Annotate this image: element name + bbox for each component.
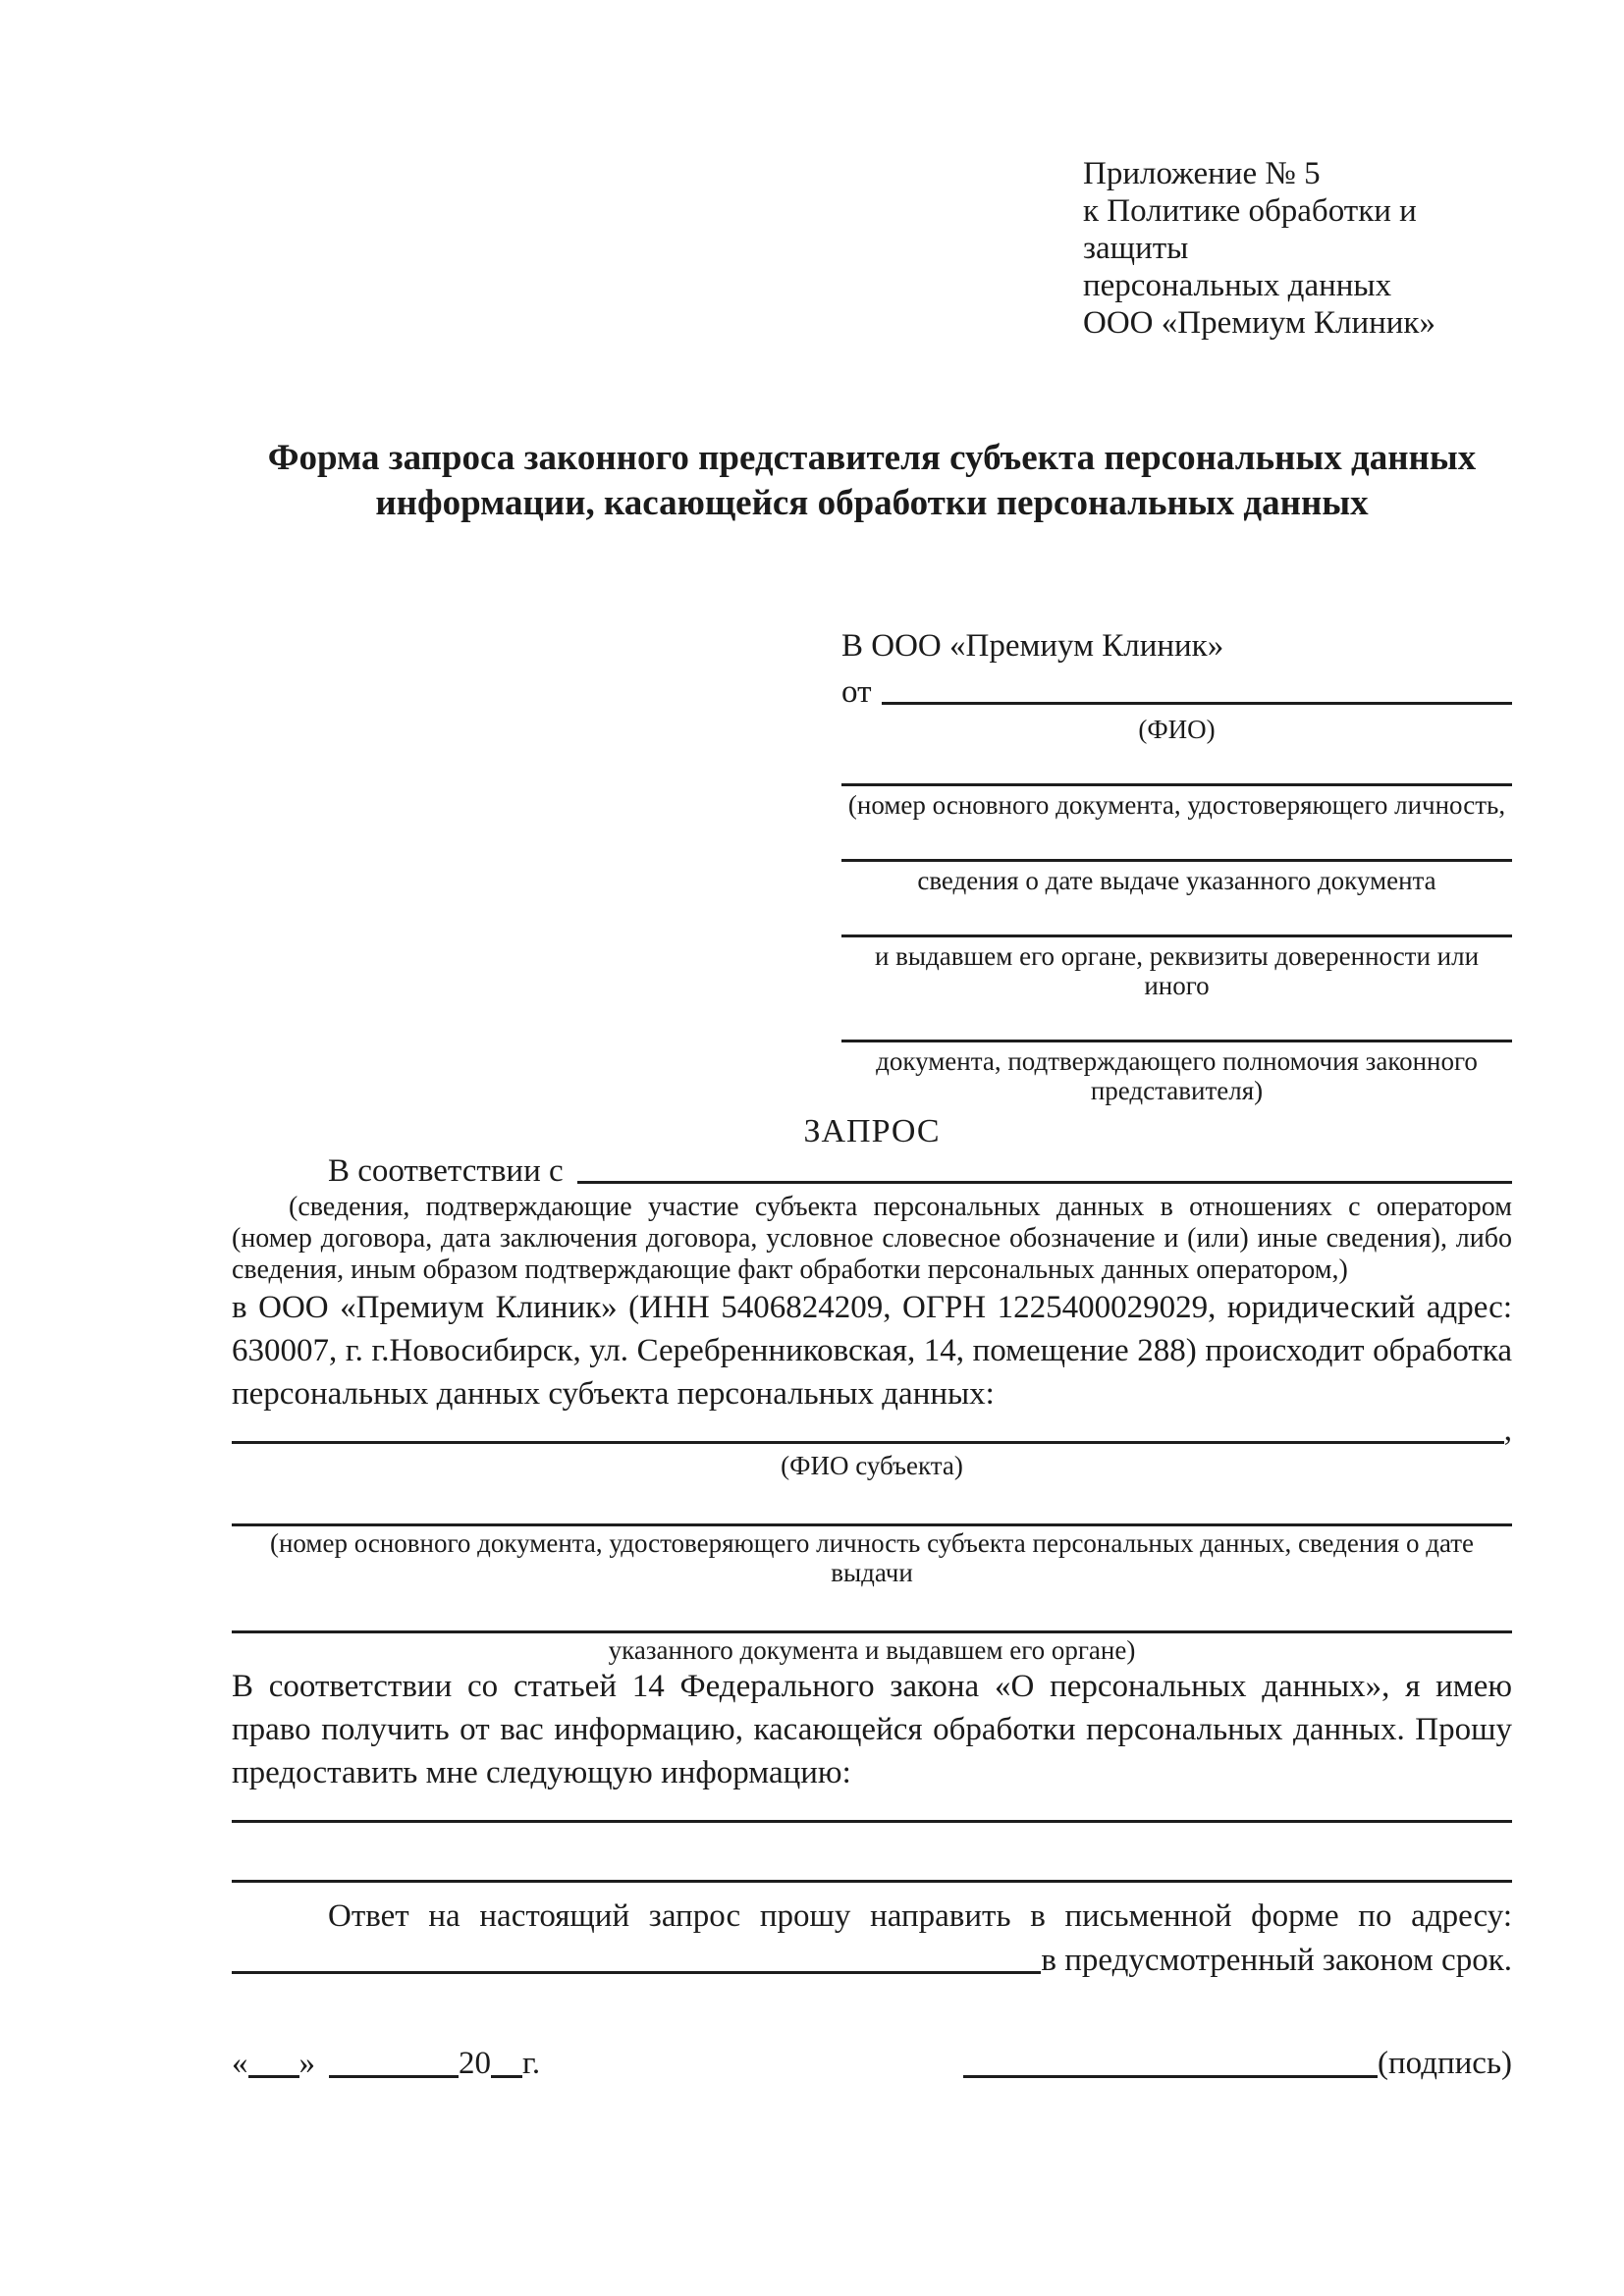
request-heading: ЗАПРОС — [803, 1113, 941, 1149]
doc-blank-line — [841, 1040, 1512, 1042]
year-prefix: 20 — [459, 2046, 491, 2081]
subject-fio-caption: (ФИО субъекта) — [781, 1451, 963, 1480]
date-field — [232, 2044, 540, 2083]
annex-line: персональных данных — [1083, 268, 1392, 303]
signature-row — [232, 2044, 1512, 2083]
annex-line: ООО «Премиум Клиник» — [1083, 305, 1435, 341]
info-blank-line — [232, 1880, 1512, 1883]
subject-fio-blank-line — [232, 1441, 1504, 1444]
annex-note — [1083, 155, 1512, 342]
addressee-organization: В ООО «Премиум Клиник» — [841, 628, 1224, 664]
page-title-line: Форма запроса законного представителя субъекта персональных данных — [267, 438, 1477, 478]
doc-caption: (номер основного документа, удостоверяющего личность, — [847, 790, 1506, 820]
fio-caption: (ФИО) — [1138, 715, 1216, 744]
doc-caption: сведения о дате выдаче указанного документа — [917, 866, 1436, 895]
answer-address-field — [232, 1938, 1512, 1979]
annex-line: Приложение № 5 — [1083, 156, 1321, 191]
signature-caption: (подпись) — [1378, 2046, 1512, 2081]
trailing-comma: , — [1503, 1413, 1512, 1448]
intro-blank-line — [577, 1181, 1512, 1184]
intro-field — [232, 1150, 1512, 1190]
page-title — [232, 436, 1512, 526]
day-blank-line — [248, 2075, 299, 2078]
doc-blank-line — [841, 859, 1512, 862]
doc-blank-line — [841, 783, 1512, 786]
doc-caption: документа, подтверждающего полномочия законного представителя) — [876, 1046, 1478, 1105]
subject-doc-caption: (номер основного документа, удостоверяющего личность субъекта персональных данных, сведения о дате выдачи — [269, 1528, 1475, 1587]
law-paragraph: В соответствии со статьей 14 Федерального закона «О персональных данных», я имею право получить от вас информацию, касающейся обработки персональных данных. Прошу предоставить мне следующую информацию: — [232, 1669, 1512, 1790]
intro-prefix: В соответствии с — [328, 1153, 564, 1189]
operator-paragraph: в ООО «Премиум Клиник» (ИНН 5406824209, ОГРН 1225400029029, юридический адрес: 630007, г. г.Новосибирск, ул. Серебренниковская, 14, помещение 288) происходит обработка персональных данных субъекта персональных данных: — [232, 1290, 1512, 1412]
annex-line: к Политике обработки и защиты — [1083, 193, 1417, 266]
year-blank-line — [491, 2075, 522, 2078]
subject-doc-blank-line — [232, 1523, 1512, 1526]
from-field — [841, 667, 1512, 711]
intro-caption: (сведения, подтверждающие участие субъекта персональных данных в отношениях с оператором (номер договора, дата заключения договора, условное словесное обозначение и (или) иные сведения), либо сведения, иным образом подтверждающие факт обработки персональных данных оператором,) — [232, 1192, 1512, 1285]
answer-suffix: в предусмотренный законом срок. — [1041, 1943, 1512, 1978]
subject-doc-blank-line — [232, 1630, 1512, 1633]
month-blank-line — [329, 2075, 459, 2078]
fio-blank-line — [882, 702, 1513, 705]
address-blank-line — [232, 1971, 1041, 1974]
page-title-line: информации, касающейся обработки персональных данных — [375, 483, 1369, 523]
close-quote: » — [298, 2046, 315, 2081]
addressee-block — [841, 624, 1512, 1105]
doc-blank-line — [841, 934, 1512, 937]
subject-doc-caption: указанного документа и выдавшем его органе) — [608, 1635, 1136, 1665]
subject-fio-field — [232, 1415, 1512, 1449]
answer-paragraph: Ответ на настоящий запрос прошу направить в письменной форме по адресу: — [328, 1898, 1512, 1934]
signature-field — [963, 2044, 1512, 2083]
signature-blank-line — [963, 2075, 1378, 2078]
year-suffix: г. — [522, 2046, 541, 2081]
from-label: от — [841, 674, 872, 710]
doc-caption: и выдавшем его органе, реквизиты доверенности или иного — [874, 941, 1480, 1000]
open-quote: « — [232, 2046, 248, 2081]
info-blank-line — [232, 1820, 1512, 1823]
